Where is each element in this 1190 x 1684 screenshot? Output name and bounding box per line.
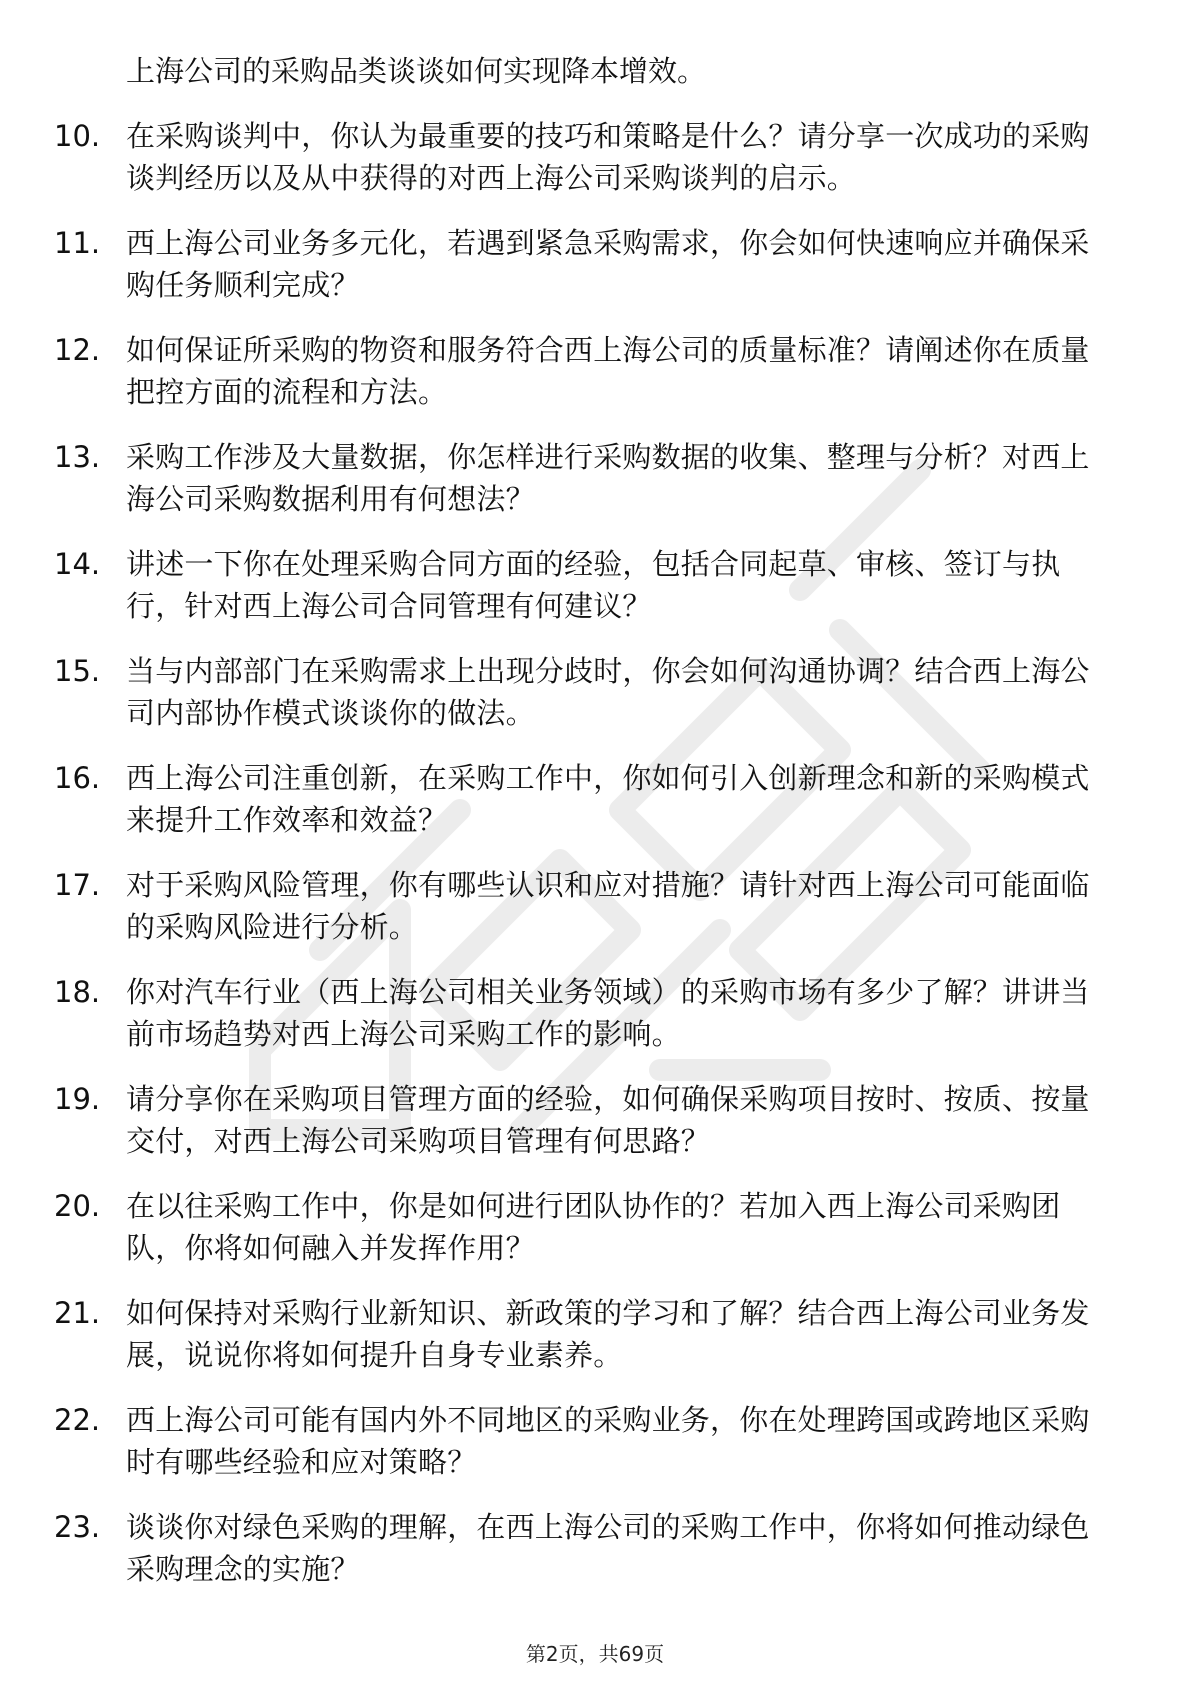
- list-item: [54, 757, 1114, 841]
- item-text: 如何保证所采购的物资和服务符合西上海公司的质量标准？请阐述你在质量把控方面的流程和方法。: [126, 333, 1090, 409]
- item-number: 16.: [54, 761, 101, 795]
- item-text: 你对汽车行业（西上海公司相关业务领域）的采购市场有多少了解？讲讲当前市场趋势对西上海公司采购工作的影响。: [126, 975, 1090, 1051]
- list-item: [54, 971, 1114, 1055]
- item-number: 13.: [54, 440, 101, 474]
- item-text: 在以往采购工作中，你是如何进行团队协作的？若加入西上海公司采购团队，你将如何融入并发挥作用？: [126, 1189, 1061, 1265]
- item-number: 10.: [54, 119, 101, 153]
- continued-line: 上海公司的采购品类谈谈如何实现降本增效。: [126, 54, 707, 88]
- list-item: [54, 1506, 1114, 1590]
- list-item: [54, 329, 1114, 413]
- list-item: [54, 115, 1114, 199]
- list-item: [54, 864, 1114, 948]
- item-text: 西上海公司业务多元化，若遇到紧急采购需求，你会如何快速响应并确保采购任务顺利完成？: [126, 226, 1090, 302]
- item-number: 12.: [54, 333, 101, 367]
- list-item: [54, 436, 1114, 520]
- item-text: 谈谈你对绿色采购的理解，在西上海公司的采购工作中，你将如何推动绿色采购理念的实施？: [126, 1510, 1090, 1586]
- item-number: 11.: [54, 226, 101, 260]
- item-text: 讲述一下你在处理采购合同方面的经验，包括合同起草、审核、签订与执行，针对西上海公司合同管理有何建议？: [126, 547, 1061, 623]
- item-number: 14.: [54, 547, 101, 581]
- list-item: [54, 543, 1114, 627]
- item-number: 23.: [54, 1510, 101, 1544]
- item-number: 21.: [54, 1296, 101, 1330]
- item-text: 西上海公司可能有国内外不同地区的采购业务，你在处理跨国或跨地区采购时有哪些经验和应对策略？: [126, 1403, 1090, 1479]
- page-footer: 第2页，共69页: [525, 1642, 665, 1666]
- document-content: [54, 50, 1114, 1613]
- list-item: [54, 1292, 1114, 1376]
- question-list: [54, 115, 1114, 1590]
- item-number: 15.: [54, 654, 101, 688]
- item-text: 对于采购风险管理，你有哪些认识和应对措施？请针对西上海公司可能面临的采购风险进行分析。: [126, 868, 1090, 944]
- list-item: [54, 1185, 1114, 1269]
- item-number: 19.: [54, 1082, 101, 1116]
- list-item: [54, 222, 1114, 306]
- item-text: 采购工作涉及大量数据，你怎样进行采购数据的收集、整理与分析？对西上海公司采购数据利用有何想法？: [126, 440, 1090, 516]
- list-item: [54, 650, 1114, 734]
- item-text: 当与内部部门在采购需求上出现分歧时，你会如何沟通协调？结合西上海公司内部协作模式谈谈你的做法。: [126, 654, 1090, 730]
- item-number: 18.: [54, 975, 101, 1009]
- item-text: 如何保持对采购行业新知识、新政策的学习和了解？结合西上海公司业务发展，说说你将如何提升自身专业素养。: [126, 1296, 1090, 1372]
- item-number: 17.: [54, 868, 101, 902]
- item-number: 20.: [54, 1189, 101, 1223]
- item-number: 22.: [54, 1403, 101, 1437]
- list-item: [54, 1399, 1114, 1483]
- list-item: [54, 1078, 1114, 1162]
- item-text: 请分享你在采购项目管理方面的经验，如何确保采购项目按时、按质、按量交付，对西上海公司采购项目管理有何思路？: [126, 1082, 1090, 1158]
- item-text: 西上海公司注重创新，在采购工作中，你如何引入创新理念和新的采购模式来提升工作效率和效益？: [126, 761, 1090, 837]
- item-text: 在采购谈判中，你认为最重要的技巧和策略是什么？请分享一次成功的采购谈判经历以及从中获得的对西上海公司采购谈判的启示。: [126, 119, 1090, 195]
